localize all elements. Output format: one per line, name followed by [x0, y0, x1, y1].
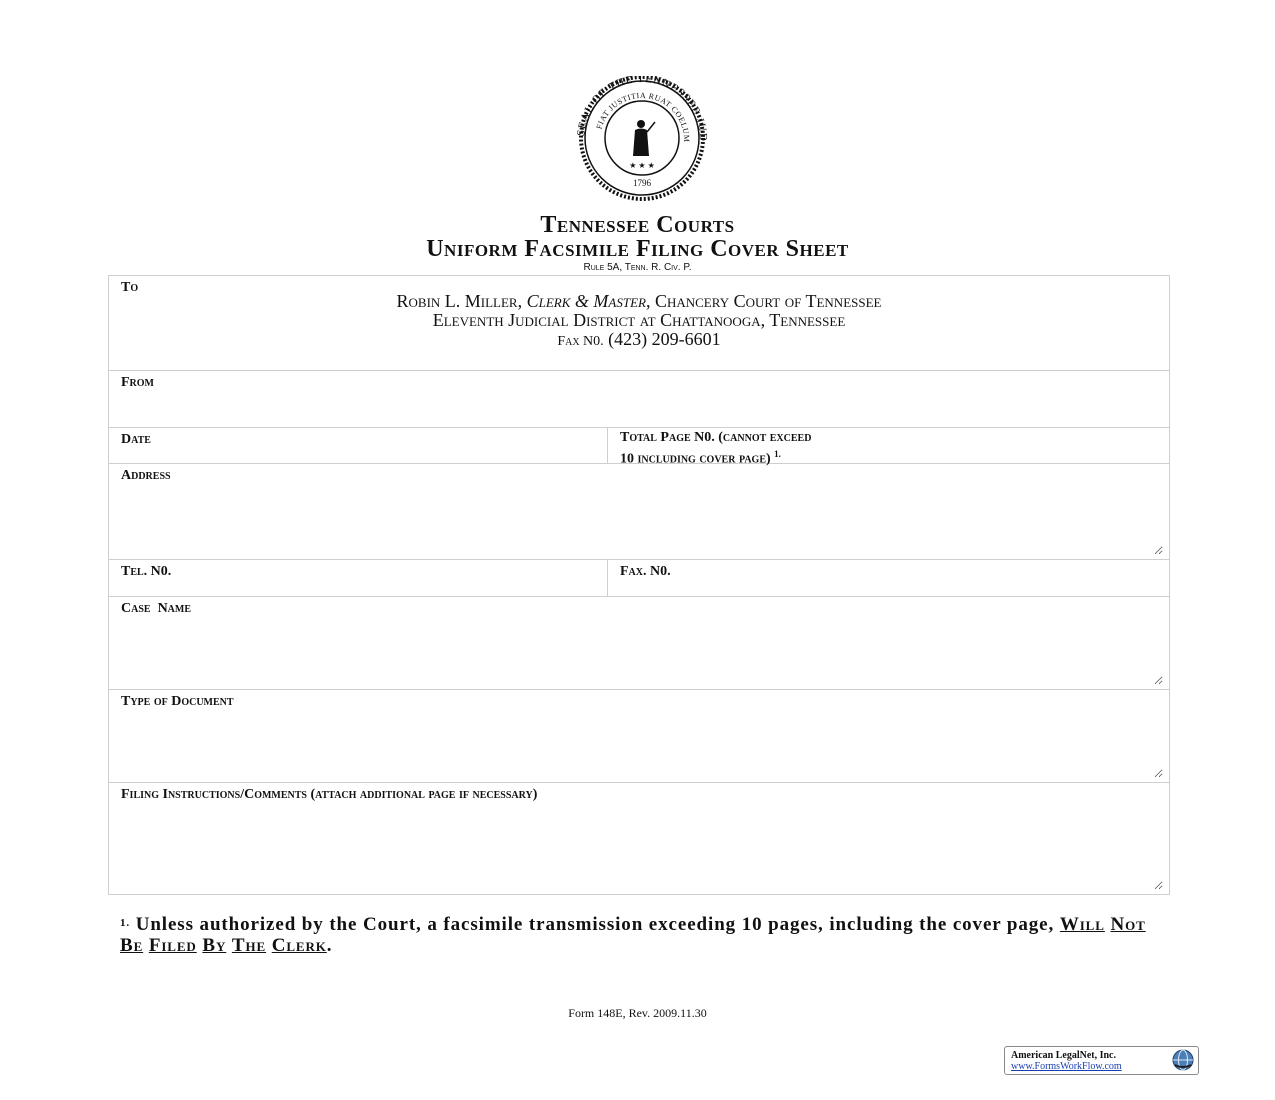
svg-text:1796: 1796: [633, 178, 651, 188]
address-label: Address: [121, 468, 171, 483]
emphasis-the: The: [231, 935, 267, 956]
judiciary-seal: [545, 76, 739, 202]
date-cell: [109, 428, 607, 463]
rule-reference: Rule 5A, Tenn. R. Civ. P.: [583, 262, 692, 273]
recipient-court: , Chancery Court of Tennessee: [645, 291, 882, 311]
case-name-input[interactable]: [115, 621, 1163, 685]
globe-icon: [1171, 1048, 1195, 1072]
cover-sheet-form: [108, 275, 1170, 895]
to-recipient: [109, 292, 1169, 351]
title-cover-sheet: Uniform Facsimile Filing Cover Sheet: [426, 236, 849, 262]
filing-instructions-input[interactable]: [115, 807, 1163, 890]
row-document-type: [109, 690, 1169, 783]
svg-text:FIAT JUSTITIA RUAT COELUM: FIAT JUSTITIA RUAT COELUM: [594, 90, 692, 143]
emphasis-will: Will: [1059, 914, 1105, 935]
recipient-title: Clerk & Master: [526, 291, 646, 311]
legalnet-badge[interactable]: [1004, 1046, 1199, 1075]
emphasis-clerk: Clerk: [271, 935, 327, 956]
form-number: Form 148E, Rev. 2009.11.30: [568, 1006, 707, 1020]
recipient-district: Eleventh Judicial District at Chattanooga, Tennessee: [432, 310, 846, 330]
footnote-marker: 1.: [120, 917, 131, 929]
row-to: [109, 276, 1169, 371]
svg-text:SEAL OF THE TENNESSEE JUDICIAR: SEAL OF THE TENNESSEE JUD: [575, 76, 710, 143]
recipient-fax-label: Fax N0.: [557, 334, 604, 349]
row-case-name: [109, 597, 1169, 690]
tel-input[interactable]: [115, 578, 601, 592]
emphasis-filed: Filed: [148, 935, 197, 956]
document-type-input[interactable]: [115, 714, 1163, 778]
case-name-label: Case Name: [121, 601, 192, 616]
emphasis-not: Not: [1110, 914, 1146, 935]
total-pages-label-line2: 10 including cover page): [620, 451, 771, 467]
to-label: To: [121, 280, 139, 295]
svg-text:★ ★ ★: ★ ★ ★: [629, 161, 655, 170]
emphasis-by: By: [202, 935, 227, 956]
from-input[interactable]: [115, 395, 1163, 423]
fax-input[interactable]: [614, 578, 1163, 592]
address-input[interactable]: [115, 488, 1163, 555]
title-tennessee-courts: Tennessee Courts: [540, 212, 735, 238]
filing-instructions-label: Filing Instructions/Comments (attach additional page if necessary): [121, 787, 538, 802]
footnote-period: .: [326, 935, 333, 956]
tel-label: Tel. N0.: [121, 564, 172, 579]
fax-label: Fax. N0.: [620, 564, 671, 579]
date-label: Date: [121, 432, 151, 447]
row-from: [109, 371, 1169, 428]
total-pages-label: [620, 430, 811, 468]
emphasis-be: Be: [120, 935, 144, 956]
total-pages-label-line1: Total Page N0. (cannot exceed: [620, 430, 812, 445]
tel-cell: [109, 560, 607, 596]
company-url-link[interactable]: www.FormsWorkFlow.com: [1011, 1061, 1122, 1072]
footnote-ref: 1.: [774, 449, 781, 459]
document-type-label: Type of Document: [121, 694, 234, 709]
from-label: From: [121, 375, 154, 390]
footnote-warning: [120, 914, 1170, 956]
recipient-name: Robin L. Miller,: [396, 291, 527, 311]
row-tel-fax: [109, 560, 1169, 597]
row-filing-instructions: [109, 783, 1169, 894]
company-name: American LegalNet, Inc.: [1011, 1050, 1116, 1061]
footnote-text: Unless authorized by the Court, a facsimile transmission exceeding 10 pages, including the cover page,: [130, 914, 1060, 935]
recipient-fax-number: (423) 209-6601: [608, 329, 721, 349]
row-date-pages: [109, 428, 1169, 467]
date-input[interactable]: [115, 446, 601, 459]
total-pages-cell: [607, 428, 1169, 467]
row-address: [109, 464, 1169, 560]
fax-cell: [607, 560, 1169, 596]
